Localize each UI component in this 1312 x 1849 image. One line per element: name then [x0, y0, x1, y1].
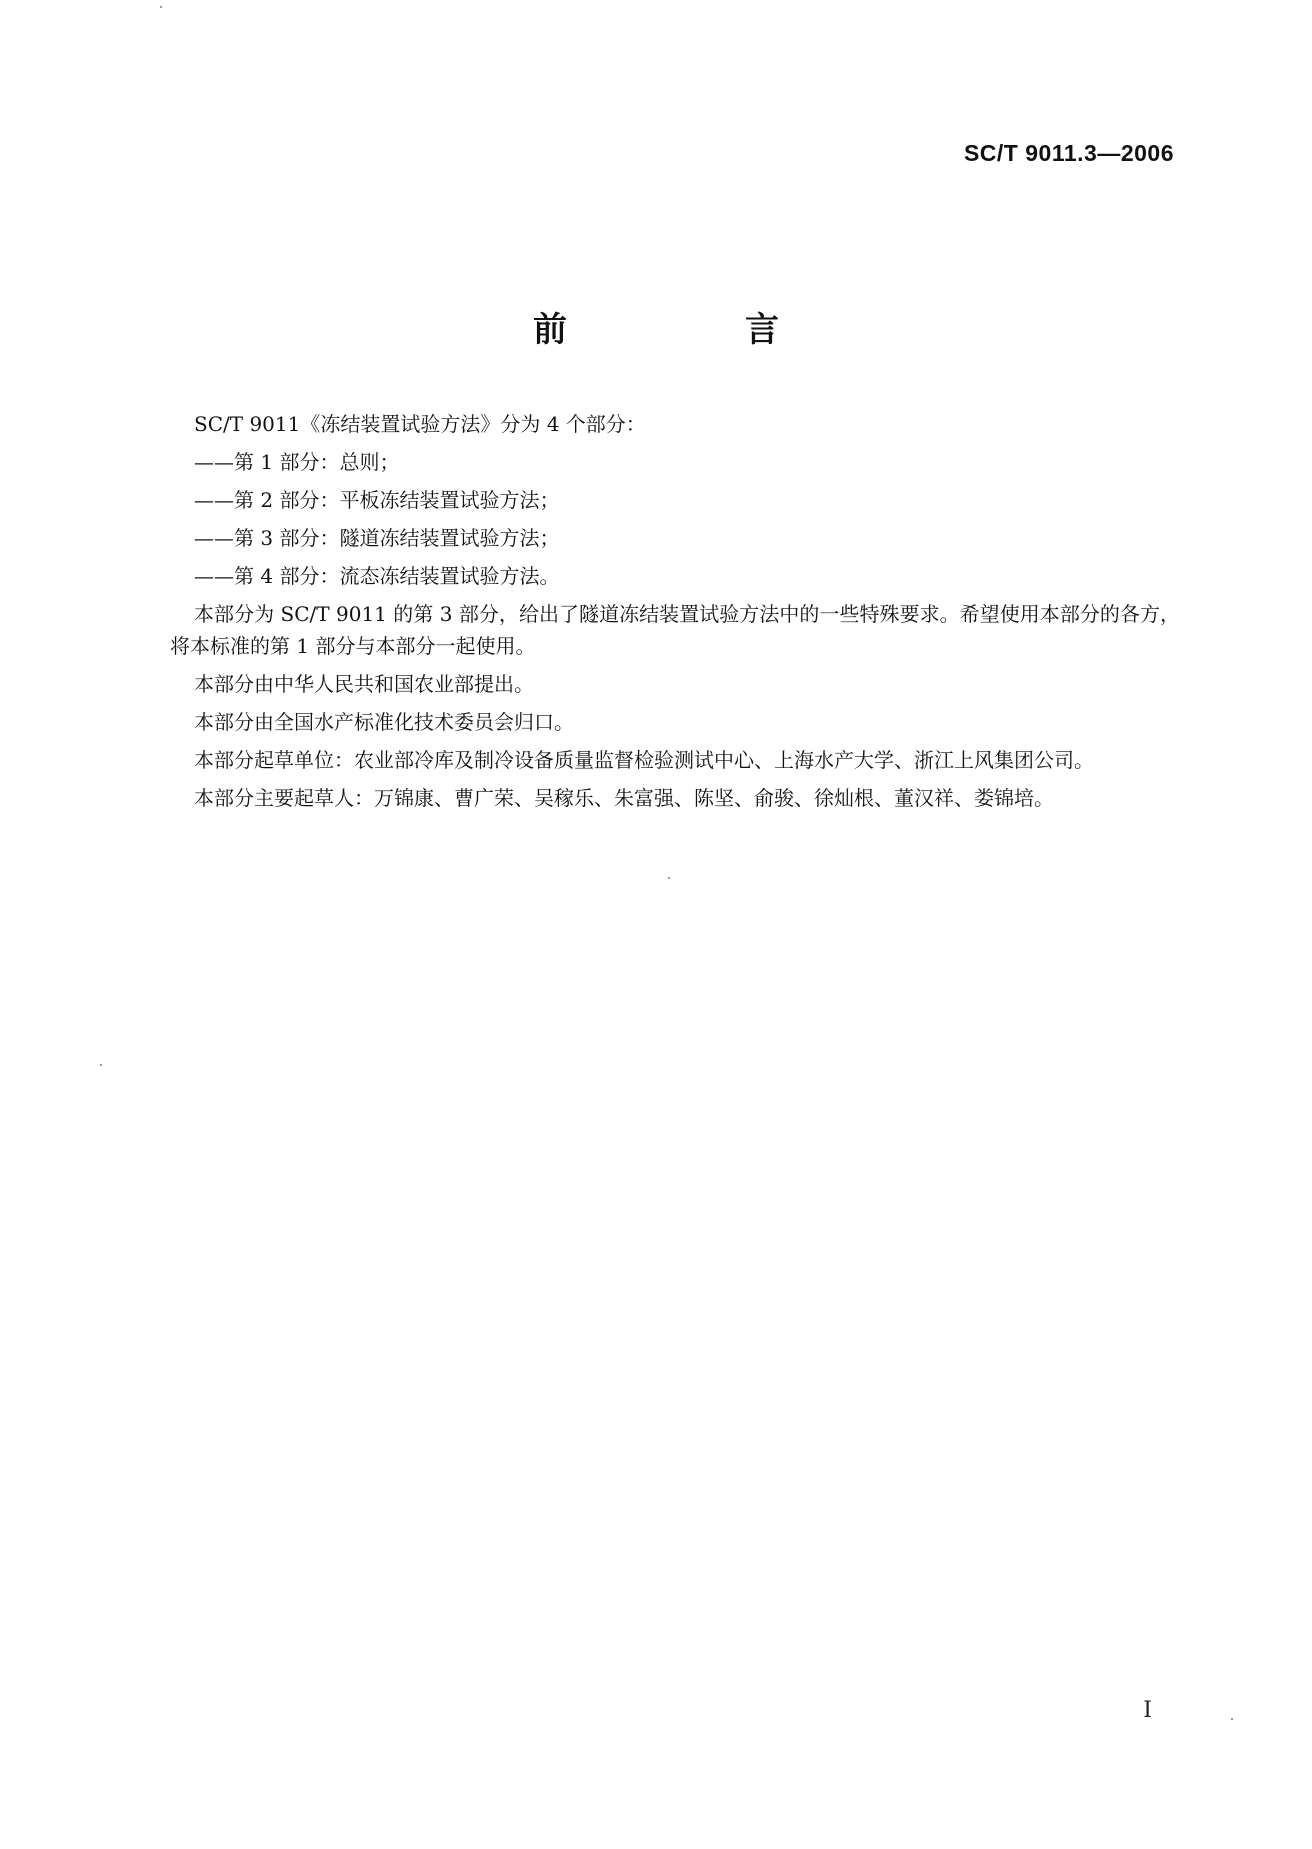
- drafters-paragraph: 本部分主要起草人：万锦康、曹广荣、吴稼乐、朱富强、陈坚、俞骏、徐灿根、董汉祥、娄锦培。: [194, 786, 1054, 810]
- list-item-part-3: ——第 3 部分：隧道冻结装置试验方法；: [194, 526, 560, 550]
- intro-paragraph: SC/T 9011《冻结装置试验方法》分为 4 个部分：: [194, 412, 646, 436]
- scan-speck: [668, 877, 670, 879]
- page-title: 前 言: [533, 310, 851, 350]
- proposer-paragraph: 本部分由中华人民共和国农业部提出。: [194, 672, 534, 696]
- committee-paragraph: 本部分由全国水产标准化技术委员会归口。: [194, 710, 574, 734]
- scan-speck: [100, 1064, 102, 1066]
- list-item-part-4: ——第 4 部分：流态冻结装置试验方法。: [194, 564, 560, 588]
- list-item-part-1: ——第 1 部分：总则；: [194, 450, 400, 474]
- list-item-part-2: ——第 2 部分：平板冻结装置试验方法；: [194, 488, 560, 512]
- scan-speck: [160, 6, 162, 8]
- scan-speck: [1231, 1718, 1233, 1720]
- scope-paragraph: 本部分为 SC/T 9011 的第 3 部分，给出了隧道冻结装置试验方法中的一些特殊要求。希望使用本部分的各方，将本标准的第 1 部分与本部分一起使用。: [170, 602, 1180, 658]
- page-number: I: [1143, 1698, 1152, 1723]
- standard-code: SC/T 9011.3—2006: [963, 140, 1174, 166]
- foreword-body: [170, 408, 1180, 820]
- drafting-units-paragraph: 本部分起草单位：农业部冷库及制冷设备质量监督检验测试中心、上海水产大学、浙江上风集团公司。: [194, 748, 1094, 772]
